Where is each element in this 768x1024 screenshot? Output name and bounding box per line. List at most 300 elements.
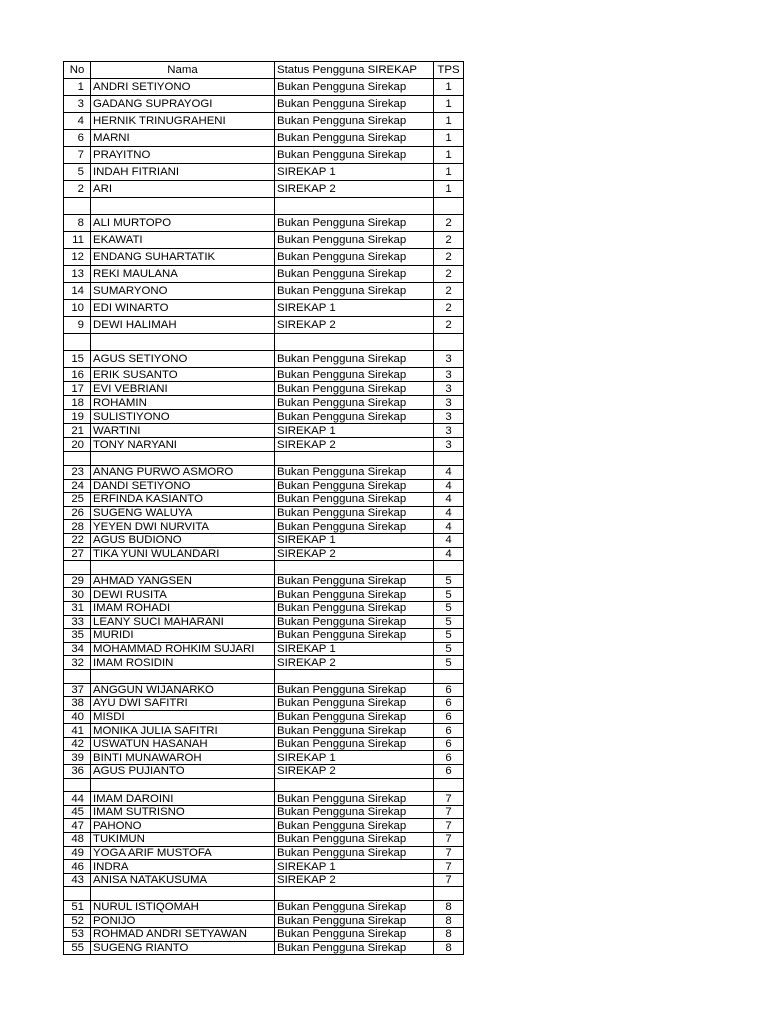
row-tps: 8 [434,901,464,915]
row-tps: 1 [434,113,464,130]
participant-table [63,61,464,955]
row-no: 51 [64,901,91,915]
table-row [64,466,464,480]
row-no: 45 [64,805,91,819]
row-tps: 7 [434,833,464,847]
row-tps: 4 [434,493,464,507]
header-no: No [64,62,91,79]
row-tps: 7 [434,792,464,806]
group-spacer-row [64,887,464,901]
row-no: 37 [64,683,91,697]
row-tps: 2 [434,266,464,283]
row-tps: 7 [434,846,464,860]
row-tps: 4 [434,533,464,547]
row-no: 26 [64,506,91,520]
row-no: 13 [64,266,91,283]
row-nama: INDAH FITRIANI [91,164,275,181]
row-status: SIREKAP 1 [275,751,434,765]
row-nama: SUGENG RIANTO [91,941,275,955]
row-no: 6 [64,130,91,147]
row-status: Bukan Pengguna Sirekap [275,697,434,711]
row-nama: ANDRI SETIYONO [91,79,275,96]
table-row [64,410,464,424]
row-nama: ENDANG SUHARTATIK [91,249,275,266]
row-tps: 4 [434,547,464,561]
row-nama: ANANG PURWO ASMORO [91,466,275,480]
row-no: 20 [64,438,91,452]
row-tps: 4 [434,506,464,520]
row-no: 52 [64,914,91,928]
row-no: 25 [64,493,91,507]
row-status: Bukan Pengguna Sirekap [275,266,434,283]
row-status: Bukan Pengguna Sirekap [275,601,434,615]
row-tps: 5 [434,656,464,670]
row-nama: SUMARYONO [91,283,275,300]
row-status: Bukan Pengguna Sirekap [275,368,434,382]
empty-cell [275,669,434,683]
row-tps: 4 [434,466,464,480]
row-nama: REKI MAULANA [91,266,275,283]
row-nama: TIKA YUNI WULANDARI [91,547,275,561]
row-status: SIREKAP 2 [275,765,434,779]
row-tps: 1 [434,147,464,164]
row-no: 55 [64,941,91,955]
row-tps: 7 [434,860,464,874]
row-tps: 6 [434,737,464,751]
table-row [64,479,464,493]
row-tps: 2 [434,283,464,300]
row-no: 34 [64,642,91,656]
row-nama: SUGENG WALUYA [91,506,275,520]
table-row [64,215,464,232]
row-tps: 8 [434,928,464,942]
row-no: 22 [64,533,91,547]
row-tps: 3 [434,424,464,438]
row-no: 16 [64,368,91,382]
row-nama: MOHAMMAD ROHKIM SUJARI [91,642,275,656]
empty-cell [434,778,464,792]
row-status: SIREKAP 1 [275,860,434,874]
row-nama: IMAM ROHADI [91,601,275,615]
row-no: 42 [64,737,91,751]
row-nama: DEWI RUSITA [91,588,275,602]
header-row [64,62,464,79]
empty-cell [64,778,91,792]
row-no: 2 [64,181,91,198]
table-row [64,283,464,300]
row-status: Bukan Pengguna Sirekap [275,466,434,480]
row-nama: GADANG SUPRAYOGI [91,96,275,113]
row-nama: EKAWATI [91,232,275,249]
row-status: Bukan Pengguna Sirekap [275,941,434,955]
row-tps: 2 [434,232,464,249]
row-nama: DEWI HALIMAH [91,317,275,334]
table-row [64,368,464,382]
table-row [64,819,464,833]
row-tps: 7 [434,805,464,819]
row-nama: TONY NARYANI [91,438,275,452]
row-nama: AHMAD YANGSEN [91,574,275,588]
row-no: 39 [64,751,91,765]
empty-cell [91,334,275,351]
row-no: 49 [64,846,91,860]
table-row [64,113,464,130]
row-tps: 1 [434,96,464,113]
row-status: SIREKAP 2 [275,873,434,887]
row-nama: USWATUN HASANAH [91,737,275,751]
row-tps: 5 [434,588,464,602]
group-spacer-row [64,452,464,466]
row-status: Bukan Pengguna Sirekap [275,615,434,629]
table-row [64,164,464,181]
row-no: 15 [64,351,91,368]
row-nama: LEANY SUCI MAHARANI [91,615,275,629]
row-status: Bukan Pengguna Sirekap [275,710,434,724]
table-row [64,846,464,860]
row-tps: 5 [434,574,464,588]
row-tps: 1 [434,130,464,147]
row-tps: 3 [434,438,464,452]
row-status: Bukan Pengguna Sirekap [275,737,434,751]
row-nama: PONIJO [91,914,275,928]
row-status: SIREKAP 1 [275,164,434,181]
row-status: SIREKAP 2 [275,438,434,452]
table-row [64,765,464,779]
row-nama: ROHAMIN [91,396,275,410]
empty-cell [64,887,91,901]
row-tps: 8 [434,941,464,955]
table-row [64,751,464,765]
empty-cell [275,561,434,575]
row-no: 32 [64,656,91,670]
row-tps: 7 [434,819,464,833]
row-tps: 3 [434,396,464,410]
table-row [64,901,464,915]
row-nama: ERIK SUSANTO [91,368,275,382]
row-tps: 3 [434,382,464,396]
table-row [64,424,464,438]
row-no: 53 [64,928,91,942]
row-status: Bukan Pengguna Sirekap [275,479,434,493]
row-tps: 1 [434,164,464,181]
row-status: SIREKAP 2 [275,547,434,561]
table-row [64,266,464,283]
table-row [64,382,464,396]
empty-cell [434,561,464,575]
table-row [64,588,464,602]
row-tps: 7 [434,873,464,887]
row-tps: 6 [434,724,464,738]
row-no: 5 [64,164,91,181]
empty-cell [275,778,434,792]
row-no: 31 [64,601,91,615]
row-nama: AGUS PUJIANTO [91,765,275,779]
row-tps: 4 [434,520,464,534]
row-tps: 3 [434,410,464,424]
empty-cell [64,561,91,575]
row-no: 1 [64,79,91,96]
table-row [64,249,464,266]
row-status: Bukan Pengguna Sirekap [275,351,434,368]
table-row [64,130,464,147]
row-nama: MISDI [91,710,275,724]
row-no: 8 [64,215,91,232]
header-nama: Nama [91,62,275,79]
row-nama: SULISTIYONO [91,410,275,424]
row-no: 10 [64,300,91,317]
row-tps: 6 [434,697,464,711]
row-no: 24 [64,479,91,493]
row-no: 44 [64,792,91,806]
row-tps: 3 [434,368,464,382]
row-tps: 5 [434,642,464,656]
row-no: 17 [64,382,91,396]
table-row [64,79,464,96]
row-nama: BINTI MUNAWAROH [91,751,275,765]
row-no: 46 [64,860,91,874]
row-status: Bukan Pengguna Sirekap [275,249,434,266]
row-no: 11 [64,232,91,249]
row-nama: NURUL ISTIQOMAH [91,901,275,915]
row-nama: IMAM SUTRISNO [91,805,275,819]
table-row [64,520,464,534]
row-nama: ANGGUN WIJANARKO [91,683,275,697]
table-row [64,493,464,507]
row-nama: ARI [91,181,275,198]
empty-cell [91,452,275,466]
row-nama: ERFINDA KASIANTO [91,493,275,507]
row-status: Bukan Pengguna Sirekap [275,283,434,300]
row-tps: 3 [434,351,464,368]
row-nama: ALI MURTOPO [91,215,275,232]
row-status: Bukan Pengguna Sirekap [275,914,434,928]
row-status: Bukan Pengguna Sirekap [275,113,434,130]
table-row [64,805,464,819]
row-tps: 6 [434,765,464,779]
row-no: 43 [64,873,91,887]
empty-cell [64,452,91,466]
row-status: Bukan Pengguna Sirekap [275,79,434,96]
row-tps: 5 [434,615,464,629]
table-row [64,615,464,629]
row-status: Bukan Pengguna Sirekap [275,819,434,833]
table-row [64,601,464,615]
row-nama: MONIKA JULIA SAFITRI [91,724,275,738]
row-tps: 1 [434,181,464,198]
group-spacer-row [64,198,464,215]
row-nama: ROHMAD ANDRI SETYAWAN [91,928,275,942]
empty-cell [434,198,464,215]
group-spacer-row [64,334,464,351]
empty-cell [91,778,275,792]
empty-cell [275,452,434,466]
row-status: Bukan Pengguna Sirekap [275,833,434,847]
row-nama: PRAYITNO [91,147,275,164]
table-row [64,300,464,317]
row-nama: AGUS BUDIONO [91,533,275,547]
row-nama: IMAM DAROINI [91,792,275,806]
row-tps: 6 [434,683,464,697]
empty-cell [434,669,464,683]
row-no: 29 [64,574,91,588]
row-tps: 2 [434,317,464,334]
row-tps: 6 [434,751,464,765]
empty-cell [64,334,91,351]
empty-cell [275,334,434,351]
table-row [64,547,464,561]
row-status: Bukan Pengguna Sirekap [275,382,434,396]
empty-cell [275,887,434,901]
row-status: Bukan Pengguna Sirekap [275,574,434,588]
empty-cell [91,669,275,683]
row-nama: IMAM ROSIDIN [91,656,275,670]
row-no: 7 [64,147,91,164]
row-status: Bukan Pengguna Sirekap [275,232,434,249]
table-row [64,710,464,724]
table-row [64,438,464,452]
empty-cell [64,198,91,215]
row-nama: EDI WINARTO [91,300,275,317]
table-row [64,941,464,955]
row-status: Bukan Pengguna Sirekap [275,396,434,410]
table-row [64,317,464,334]
row-status: Bukan Pengguna Sirekap [275,96,434,113]
row-no: 47 [64,819,91,833]
table-row [64,629,464,643]
group-spacer-row [64,561,464,575]
row-nama: EVI VEBRIANI [91,382,275,396]
row-tps: 4 [434,479,464,493]
row-nama: AGUS SETIYONO [91,351,275,368]
row-no: 36 [64,765,91,779]
row-status: Bukan Pengguna Sirekap [275,520,434,534]
row-no: 38 [64,697,91,711]
table-row [64,351,464,368]
row-nama: MURIDI [91,629,275,643]
row-status: Bukan Pengguna Sirekap [275,724,434,738]
empty-cell [91,887,275,901]
table-row [64,792,464,806]
row-nama: PAHONO [91,819,275,833]
row-tps: 5 [434,601,464,615]
empty-cell [434,334,464,351]
row-no: 18 [64,396,91,410]
table-row [64,928,464,942]
row-nama: WARTINI [91,424,275,438]
row-status: Bukan Pengguna Sirekap [275,928,434,942]
row-no: 9 [64,317,91,334]
table-row [64,642,464,656]
header-tps: TPS [434,62,464,79]
row-no: 14 [64,283,91,300]
row-status: Bukan Pengguna Sirekap [275,792,434,806]
table-row [64,833,464,847]
table-body [64,62,464,955]
table-row [64,574,464,588]
row-nama: YEYEN DWI NURVITA [91,520,275,534]
table-row [64,697,464,711]
row-status: SIREKAP 2 [275,317,434,334]
row-status: Bukan Pengguna Sirekap [275,215,434,232]
row-no: 23 [64,466,91,480]
row-no: 48 [64,833,91,847]
row-no: 19 [64,410,91,424]
table-row [64,96,464,113]
row-status: Bukan Pengguna Sirekap [275,683,434,697]
row-status: SIREKAP 1 [275,642,434,656]
row-nama: HERNIK TRINUGRAHENI [91,113,275,130]
row-status: Bukan Pengguna Sirekap [275,147,434,164]
row-nama: DANDI SETIYONO [91,479,275,493]
row-no: 35 [64,629,91,643]
row-status: SIREKAP 2 [275,181,434,198]
row-nama: TUKIMUN [91,833,275,847]
row-tps: 1 [434,79,464,96]
row-status: SIREKAP 1 [275,424,434,438]
row-no: 40 [64,710,91,724]
row-tps: 2 [434,249,464,266]
table-row [64,506,464,520]
row-nama: INDRA [91,860,275,874]
row-tps: 8 [434,914,464,928]
row-no: 41 [64,724,91,738]
row-no: 4 [64,113,91,130]
row-status: Bukan Pengguna Sirekap [275,846,434,860]
table-row [64,396,464,410]
table-row [64,724,464,738]
table-row [64,873,464,887]
empty-cell [434,887,464,901]
row-status: SIREKAP 2 [275,656,434,670]
table-row [64,147,464,164]
row-no: 12 [64,249,91,266]
row-status: Bukan Pengguna Sirekap [275,493,434,507]
header-status: Status Pengguna SIREKAP [275,62,434,79]
row-tps: 5 [434,629,464,643]
empty-cell [91,561,275,575]
table-row [64,914,464,928]
empty-cell [64,669,91,683]
row-tps: 2 [434,300,464,317]
row-no: 21 [64,424,91,438]
row-no: 28 [64,520,91,534]
row-status: Bukan Pengguna Sirekap [275,410,434,424]
table-row [64,181,464,198]
row-no: 3 [64,96,91,113]
row-status: SIREKAP 1 [275,533,434,547]
row-status: Bukan Pengguna Sirekap [275,588,434,602]
row-nama: MARNI [91,130,275,147]
table-row [64,683,464,697]
row-no: 30 [64,588,91,602]
row-nama: AYU DWI SAFITRI [91,697,275,711]
row-status: Bukan Pengguna Sirekap [275,805,434,819]
row-tps: 2 [434,215,464,232]
row-nama: YOGA ARIF MUSTOFA [91,846,275,860]
row-status: SIREKAP 1 [275,300,434,317]
table-row [64,860,464,874]
table-row [64,232,464,249]
empty-cell [275,198,434,215]
row-status: Bukan Pengguna Sirekap [275,506,434,520]
row-status: Bukan Pengguna Sirekap [275,629,434,643]
empty-cell [91,198,275,215]
group-spacer-row [64,669,464,683]
row-status: Bukan Pengguna Sirekap [275,130,434,147]
row-no: 27 [64,547,91,561]
group-spacer-row [64,778,464,792]
table-row [64,533,464,547]
